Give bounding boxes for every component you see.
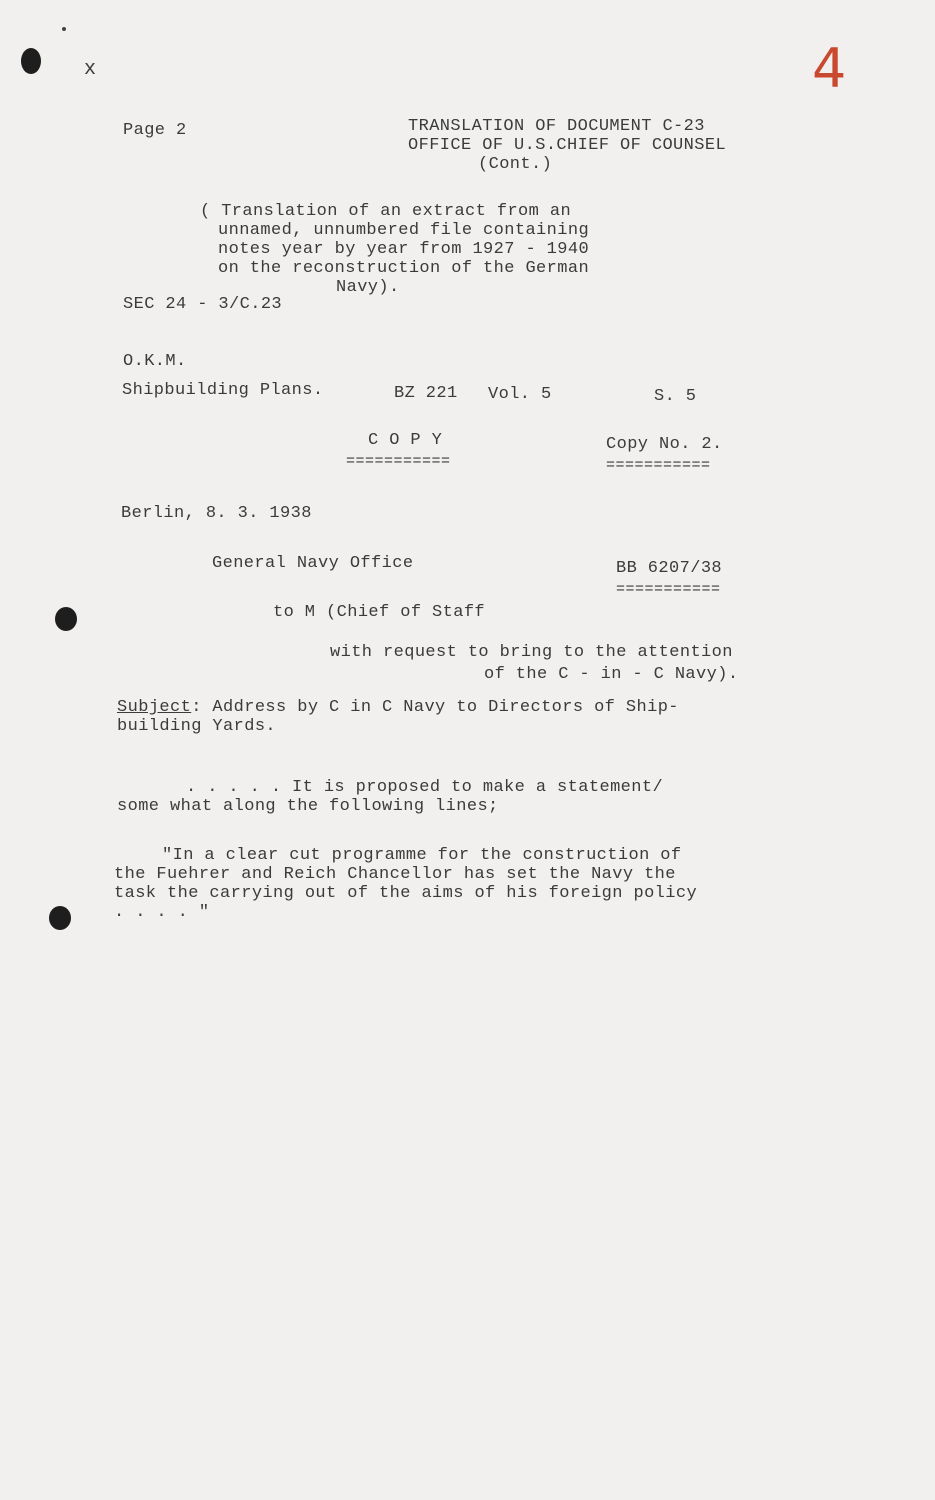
document-title-line2: OFFICE OF U.S.CHIEF OF COUNSEL bbox=[408, 136, 727, 155]
quote-line3: task the carrying out of the aims of his foreign policy bbox=[114, 884, 698, 903]
punch-hole-bottom bbox=[49, 906, 71, 930]
quote-line1: "In a clear cut programme for the construction of bbox=[162, 846, 682, 865]
intro-line5: Navy). bbox=[336, 278, 400, 297]
request-line2: of the C - in - C Navy). bbox=[484, 665, 739, 684]
pencil-x-mark: x bbox=[84, 58, 97, 81]
subject-label: Subject bbox=[117, 698, 192, 717]
bz-reference: BZ 221 bbox=[394, 384, 458, 403]
subject-line1 bbox=[117, 698, 679, 717]
copy-heading-underline: =========== bbox=[346, 453, 451, 470]
paragraph-line2: some what along the following lines; bbox=[117, 797, 499, 816]
intro-line3: notes year by year from 1927 - 1940 bbox=[218, 240, 590, 259]
intro-line1: ( Translation of an extract from an bbox=[200, 202, 572, 221]
quote-line4: . . . . " bbox=[114, 903, 210, 922]
document-title-line3: (Cont.) bbox=[478, 155, 553, 174]
quote-line2: the Fuehrer and Reich Chancellor has set the Navy the bbox=[114, 865, 676, 884]
sender-office: General Navy Office bbox=[212, 554, 414, 573]
okm-label: O.K.M. bbox=[123, 352, 187, 371]
document-title-line1: TRANSLATION OF DOCUMENT C-23 bbox=[408, 117, 705, 136]
reference-code: SEC 24 - 3/C.23 bbox=[123, 295, 283, 314]
bb-reference-underline: =========== bbox=[616, 581, 721, 598]
subject-text: : Address by C in C Navy to Directors of Ship- bbox=[191, 698, 679, 717]
recipient: to M (Chief of Staff bbox=[273, 603, 486, 622]
bb-reference: BB 6207/38 bbox=[616, 559, 723, 578]
request-line1: with request to bring to the attention bbox=[330, 643, 733, 662]
subject-line2: building Yards. bbox=[117, 717, 277, 736]
paragraph-line1: . . . . . It is proposed to make a statement/ bbox=[186, 778, 664, 797]
copy-number-underline: =========== bbox=[606, 457, 711, 474]
page-label: Page 2 bbox=[123, 121, 187, 140]
sheet-number: S. 5 bbox=[654, 387, 697, 406]
speck bbox=[62, 27, 66, 31]
volume: Vol. 5 bbox=[488, 385, 552, 404]
intro-line4: on the reconstruction of the German bbox=[218, 259, 590, 278]
punch-hole-middle bbox=[55, 607, 77, 631]
letter-date: Berlin, 8. 3. 1938 bbox=[121, 504, 312, 523]
copy-number: Copy No. 2. bbox=[606, 435, 723, 454]
corner-page-number: 4 bbox=[812, 37, 847, 100]
punch-hole-top bbox=[21, 48, 41, 74]
intro-line2: unnamed, unnumbered file containing bbox=[218, 221, 590, 240]
shipbuilding-plans: Shipbuilding Plans. bbox=[122, 381, 324, 400]
copy-heading: C O P Y bbox=[368, 431, 443, 450]
